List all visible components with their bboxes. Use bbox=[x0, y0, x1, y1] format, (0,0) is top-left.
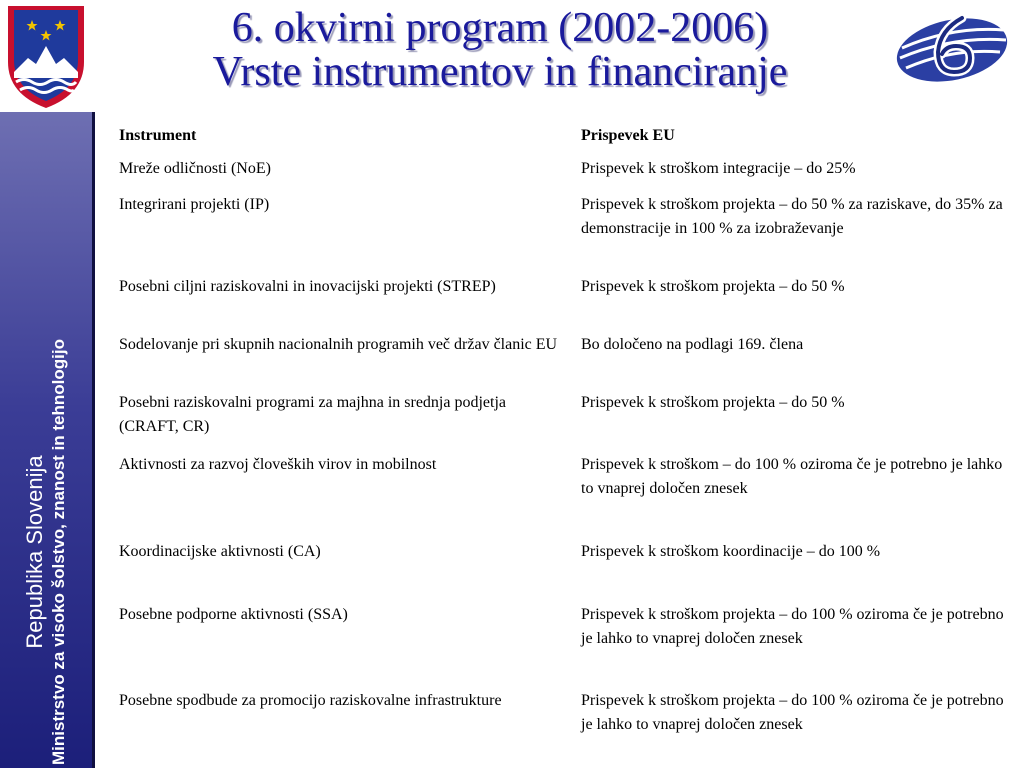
contribution-cell: Prispevek k stroškom projekta – do 100 % oziroma če je potrebno je lahko to vnaprej določen znesek bbox=[581, 606, 1004, 647]
sidebar-text-block bbox=[22, 339, 70, 765]
contribution-cell: Prispevek k stroškom koordinacije – do 100 % bbox=[581, 543, 881, 560]
sidebar-subtitle: Ministrstvo za visoko šolstvo, znanost in tehnologijo bbox=[49, 339, 68, 765]
contribution-cell: Prispevek k stroškom projekta – do 50 % bbox=[581, 394, 845, 411]
contribution-cell: Prispevek k stroškom projekta – do 50 % bbox=[581, 278, 845, 295]
instrument-cell: Posebni ciljni raziskovalni in inovacijski projekti (STREP) bbox=[119, 278, 496, 295]
title-line-2: Vrste instrumentov in financiranje bbox=[212, 49, 788, 95]
sidebar-title: Republika Slovenija bbox=[22, 455, 47, 649]
instrument-cell: Sodelovanje pri skupnih nacionalnih programih več držav članic EU bbox=[119, 336, 558, 353]
contribution-cell: Prispevek k stroškom integracije – do 25% bbox=[581, 160, 856, 177]
contribution-cell: Prispevek k stroškom projekta – do 50 % za raziskave, do 35% za demonstracije in 100 % za izobraževanje bbox=[581, 196, 1003, 237]
instrument-cell: Posebne spodbude za promocijo raziskovalne infrastrukture bbox=[119, 692, 502, 709]
contribution-cell: Prispevek k stroškom – do 100 % oziroma če je potrebno je lahko to vnaprej določen znesek bbox=[581, 456, 1003, 497]
instrument-cell: Integrirani projekti (IP) bbox=[119, 196, 270, 213]
contribution-cell: Bo določeno na podlagi 169. člena bbox=[581, 336, 804, 353]
coat-of-arms-logo bbox=[2, 2, 90, 110]
fp6-logo bbox=[892, 6, 1012, 86]
instrument-cell: Mreže odličnosti (NoE) bbox=[119, 160, 271, 177]
instrument-cell: Aktivnosti za razvoj človeških virov in mobilnost bbox=[119, 456, 437, 473]
header-instrument: Instrument bbox=[119, 127, 197, 144]
sidebar-banner bbox=[0, 112, 95, 768]
page-title bbox=[120, 6, 880, 94]
instrument-cell: Posebne podporne aktivnosti (SSA) bbox=[119, 606, 348, 623]
title-line-1: 6. okvirni program (2002-2006) bbox=[231, 5, 769, 51]
header-contribution: Prispevek EU bbox=[581, 127, 675, 144]
instrument-cell: Posebni raziskovalni programi za majhna in srednja podjetja (CRAFT, CR) bbox=[119, 394, 506, 435]
contribution-cell: Prispevek k stroškom projekta – do 100 % oziroma če je potrebno je lahko to vnaprej določen znesek bbox=[581, 692, 1004, 733]
instrument-cell: Koordinacijske aktivnosti (CA) bbox=[119, 543, 321, 560]
